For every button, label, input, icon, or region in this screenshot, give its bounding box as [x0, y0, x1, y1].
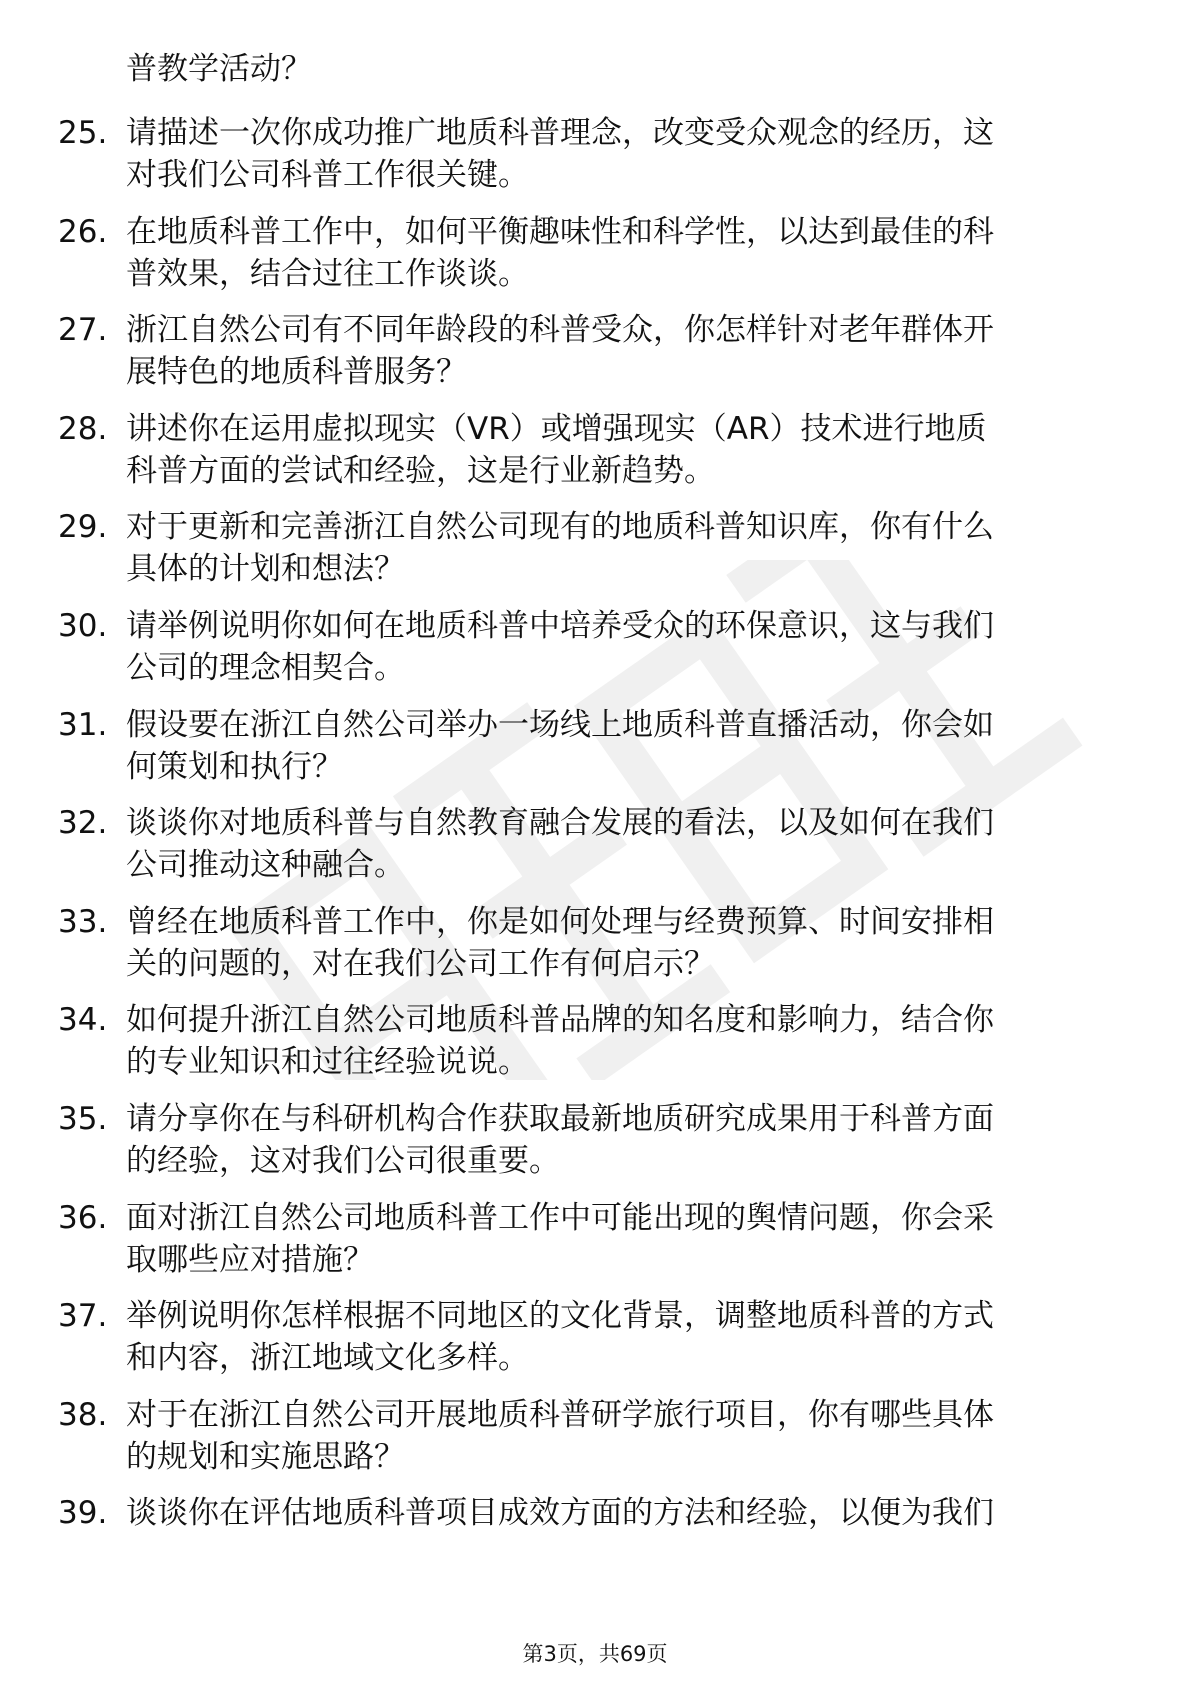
question-number: 37. — [58, 1298, 108, 1335]
question-text — [126, 1394, 1116, 1478]
question-line: 讲述你在运用虚拟现实（VR）或增强现实（AR）技术进行地质 — [126, 410, 987, 447]
question-line: 对我们公司科普工作很关键。 — [126, 157, 529, 193]
question-line: 如何提升浙江自然公司地质科普品牌的知名度和影响力，结合你 — [126, 1002, 994, 1039]
question-number: 26. — [58, 213, 108, 250]
question-line: 举例说明你怎样根据不同地区的文化背景，调整地质科普的方式 — [126, 1298, 994, 1335]
question-item — [0, 1394, 1190, 1490]
question-item — [0, 802, 1190, 898]
question-item — [0, 605, 1190, 701]
question-item — [0, 1098, 1190, 1194]
question-line: 公司的理念相契合。 — [126, 649, 405, 686]
question-line: 的经验，这对我们公司很重要。 — [126, 1142, 560, 1179]
question-line: 关的问题的，对在我们公司工作有何启示？ — [126, 945, 715, 982]
question-line: 具体的计划和想法？ — [126, 551, 405, 588]
question-text — [126, 802, 1116, 886]
question-text — [126, 1295, 1116, 1379]
question-number: 34. — [58, 1002, 108, 1039]
question-item — [0, 211, 1190, 307]
page-number-footer: 第3页，共69页 — [522, 1642, 668, 1666]
question-item — [0, 309, 1190, 405]
question-item — [0, 999, 1190, 1095]
question-item — [0, 901, 1190, 997]
question-line: 在地质科普工作中，如何平衡趣味性和科学性，以达到最佳的科 — [126, 213, 994, 250]
question-text — [126, 211, 1116, 295]
question-line: 科普方面的尝试和经验，这是行业新趋势。 — [126, 452, 715, 489]
question-line: 谈谈你对地质科普与自然教育融合发展的看法，以及如何在我们 — [126, 805, 994, 842]
question-line: 假设要在浙江自然公司举办一场线上地质科普直播活动，你会如 — [126, 706, 994, 743]
question-text — [126, 999, 1116, 1083]
question-text — [126, 408, 1116, 492]
question-number: 36. — [58, 1199, 108, 1236]
question-line: 和内容，浙江地域文化多样。 — [126, 1340, 529, 1377]
question-text — [126, 704, 1116, 788]
question-line: 浙江自然公司有不同年龄段的科普受众，你怎样针对老年群体开 — [126, 312, 994, 349]
question-item — [0, 1492, 1190, 1588]
question-text — [126, 309, 1116, 393]
question-line: 何策划和执行？ — [126, 748, 343, 785]
question-number: 28. — [58, 410, 108, 447]
question-number: 33. — [58, 903, 108, 940]
continuation-text: 普教学活动？ — [126, 51, 312, 87]
question-line: 的专业知识和过往经验说说。 — [126, 1044, 529, 1081]
question-line: 展特色的地质科普服务？ — [126, 354, 467, 391]
question-text — [126, 901, 1116, 985]
question-number: 39. — [58, 1495, 108, 1532]
question-number: 38. — [58, 1396, 108, 1433]
question-list — [0, 112, 1190, 1591]
question-line: 对于在浙江自然公司开展地质科普研学旅行项目，你有哪些具体 — [126, 1396, 994, 1433]
question-line: 请描述一次你成功推广地质科普理念，改变受众观念的经历，这 — [126, 115, 994, 151]
question-item — [0, 112, 1190, 208]
question-line: 公司推动这种融合。 — [126, 847, 405, 884]
question-line: 普效果，结合过往工作谈谈。 — [126, 255, 529, 292]
question-line: 的规划和实施思路？ — [126, 1438, 405, 1475]
question-line: 取哪些应对措施？ — [126, 1241, 374, 1278]
question-number: 30. — [58, 607, 108, 644]
question-number: 27. — [58, 312, 108, 349]
question-number: 32. — [58, 805, 108, 842]
question-item — [0, 704, 1190, 800]
question-number: 25. — [58, 115, 108, 151]
question-text — [126, 1098, 1116, 1182]
question-line: 曾经在地质科普工作中，你是如何处理与经费预算、时间安排相 — [126, 903, 994, 940]
question-line: 请分享你在与科研机构合作获取最新地质研究成果用于科普方面 — [126, 1100, 994, 1137]
question-line: 请举例说明你如何在地质科普中培养受众的环保意识，这与我们 — [126, 607, 994, 644]
question-number: 35. — [58, 1100, 108, 1137]
question-text — [126, 1197, 1116, 1281]
question-text — [126, 605, 1116, 689]
question-line: 面对浙江自然公司地质科普工作中可能出现的舆情问题，你会采 — [126, 1199, 994, 1236]
question-number: 31. — [58, 706, 108, 743]
question-line: 谈谈你在评估地质科普项目成效方面的方法和经验，以便为我们 — [126, 1495, 994, 1532]
question-item — [0, 1295, 1190, 1391]
question-item — [0, 506, 1190, 602]
question-number: 29. — [58, 509, 108, 546]
question-item — [0, 1197, 1190, 1293]
question-line: 对于更新和完善浙江自然公司现有的地质科普知识库，你有什么 — [126, 509, 994, 546]
question-text — [126, 112, 1116, 196]
question-text — [126, 506, 1116, 590]
question-item — [0, 408, 1190, 504]
question-text — [126, 1492, 1116, 1534]
